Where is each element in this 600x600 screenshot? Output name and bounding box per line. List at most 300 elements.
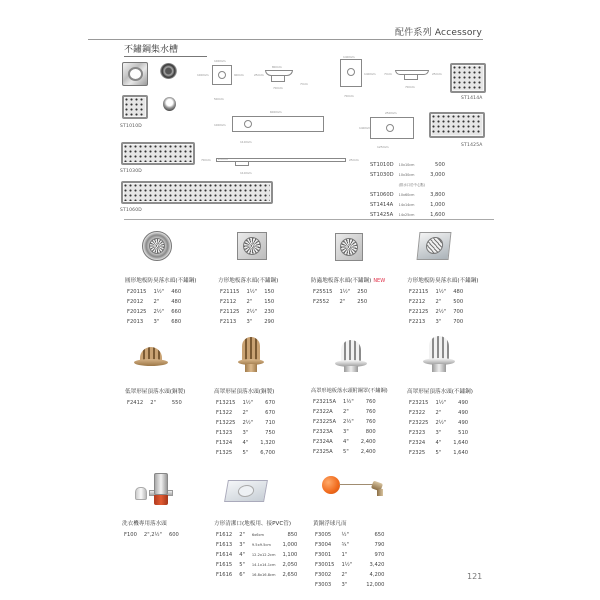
round-floor-drain-photo xyxy=(142,231,172,261)
spec-size: 10x60cm xyxy=(398,193,415,197)
table-row xyxy=(127,288,181,296)
model-code: F20125 xyxy=(127,309,147,315)
side-view-outlet xyxy=(235,162,249,166)
size: 3" xyxy=(435,430,442,436)
model-code: F3001 xyxy=(315,552,332,558)
dimension: 6x6cm xyxy=(251,533,265,537)
table-row xyxy=(124,531,179,539)
table-row xyxy=(216,449,275,457)
price: 1,320 xyxy=(260,440,276,446)
price: 2,050 xyxy=(282,562,298,568)
st1060d-grate-photo xyxy=(121,181,273,204)
side-view-outlet xyxy=(271,76,285,82)
dimension-drawing-10x10-top xyxy=(212,65,232,85)
price: 2,650 xyxy=(282,572,298,578)
st1060d-label: ST1060D xyxy=(120,208,142,213)
price: 750 xyxy=(265,430,276,436)
model-code: F13215 xyxy=(216,400,236,406)
model-code: F2113 xyxy=(220,319,237,325)
price: 760 xyxy=(365,409,376,415)
dimension: 16.8x16.8cm xyxy=(251,573,276,577)
size: 2" xyxy=(150,400,156,406)
price: 460 xyxy=(171,289,182,295)
spec-code xyxy=(370,181,397,189)
dim-label: 100mm xyxy=(197,73,209,77)
table-row xyxy=(315,531,384,539)
price: 1,640 xyxy=(453,440,469,446)
price: 670 xyxy=(265,410,276,416)
table-row xyxy=(313,288,367,296)
dim-label: 90mm xyxy=(234,73,244,77)
price: 250 xyxy=(357,299,368,305)
dim-label: 7mm xyxy=(384,72,392,76)
dimension: 12.2x12.2cm xyxy=(251,553,276,557)
model-code: F23225 xyxy=(409,420,429,426)
model-code: F1322 xyxy=(216,410,233,416)
model-code: F1612 xyxy=(216,532,233,538)
table-row xyxy=(370,171,448,179)
size: 6" xyxy=(239,572,245,578)
table-row xyxy=(220,318,274,326)
dim-label: 80mm xyxy=(272,65,282,69)
size: 4" xyxy=(435,440,442,446)
model-code: F2324 xyxy=(409,440,426,446)
dim-label: 70mm xyxy=(344,94,354,98)
model-code: F1613 xyxy=(216,542,233,548)
spec-size: 14x25cm xyxy=(398,213,415,217)
model-code: F3003 xyxy=(315,582,332,588)
table-row xyxy=(409,409,468,417)
table-row xyxy=(216,541,297,549)
price: 12,000 xyxy=(366,582,385,588)
table-row xyxy=(313,418,376,426)
table-row xyxy=(127,298,181,306)
spec-size: 10x10cm xyxy=(398,163,415,167)
size: 2" xyxy=(242,410,249,416)
size: 3" xyxy=(242,430,249,436)
spec-price: 1,000 xyxy=(430,202,445,208)
dim-label: 70mm xyxy=(273,86,283,90)
size: 1" xyxy=(341,552,348,558)
table-row xyxy=(315,571,384,579)
size: 1½" xyxy=(242,400,254,406)
size: 1½" xyxy=(435,289,447,295)
dim-label: 100mm xyxy=(214,59,226,63)
spec-code: ST1425A xyxy=(370,212,394,218)
price: 700 xyxy=(453,309,464,315)
table-row xyxy=(313,398,376,406)
table-row xyxy=(216,551,297,559)
size: 1½" xyxy=(153,289,165,295)
price-table xyxy=(407,397,470,459)
table-row xyxy=(313,428,376,436)
model-code: F1616 xyxy=(216,572,233,578)
table-row xyxy=(409,298,463,306)
st1030d-label: ST1030D xyxy=(120,169,142,174)
model-code: F2013 xyxy=(127,319,144,325)
price: 510 xyxy=(458,430,469,436)
table-row xyxy=(127,399,182,407)
new-badge: NEW xyxy=(373,278,386,284)
model-code: F23225A xyxy=(313,419,337,425)
size: 3" xyxy=(246,319,253,325)
price-table xyxy=(122,529,181,541)
spec-code: ST1030D xyxy=(370,172,394,178)
price-table xyxy=(125,397,184,409)
spec-code: ST1060D xyxy=(370,192,394,198)
square-cleanout-photo xyxy=(224,480,268,502)
price-table xyxy=(214,397,277,459)
size: 2",2½" xyxy=(143,532,162,538)
price: 2,400 xyxy=(360,439,376,445)
square-floor-drain-photo xyxy=(237,232,267,260)
st1010d-cup-photo xyxy=(163,97,176,111)
price: 490 xyxy=(458,420,469,426)
size: 2" xyxy=(153,299,160,305)
table-row xyxy=(409,318,463,326)
spec-price: 3,000 xyxy=(430,172,445,178)
st1010d-trap-photo xyxy=(160,63,177,79)
table-row xyxy=(315,581,384,589)
price: 1,640 xyxy=(453,450,469,456)
size: 3" xyxy=(341,582,348,588)
price: 760 xyxy=(365,419,376,425)
dim-label: 25mm xyxy=(432,72,442,76)
model-code: F2213 xyxy=(409,319,426,325)
table-row xyxy=(370,181,448,189)
price: 250 xyxy=(357,289,368,295)
price: 660 xyxy=(171,309,182,315)
dimension-drawing-10x60-top xyxy=(232,116,324,132)
model-code: F30015 xyxy=(315,562,335,568)
price: 680 xyxy=(171,319,182,325)
price-table xyxy=(311,286,369,308)
product-block xyxy=(214,519,299,581)
table-row xyxy=(216,419,275,427)
product-block xyxy=(122,519,181,541)
price: 2,400 xyxy=(360,449,376,455)
section-title: 不鏽鋼集水槽 xyxy=(124,42,207,57)
table-row xyxy=(127,318,181,326)
st1425a-grate-photo xyxy=(429,112,485,138)
spec-note: (排水口於中心點) xyxy=(398,183,426,187)
table-row xyxy=(409,439,468,447)
model-code: F20115 xyxy=(127,289,147,295)
size: 2" xyxy=(239,532,245,538)
size: 4" xyxy=(239,552,245,558)
dimension: 9.5x9.5cm xyxy=(251,543,271,547)
product-title: 高罩形屋頂落水頭(銅製) xyxy=(214,389,275,395)
model-code: F3002 xyxy=(315,572,332,578)
price: 1,000 xyxy=(282,542,298,548)
st1010d-label: ST1010D xyxy=(120,124,142,129)
product-title: 方形清潔口(地板用、接PVC管) xyxy=(214,521,292,527)
brass-float-valve-photo xyxy=(322,476,387,500)
table-row xyxy=(370,191,448,199)
product-block xyxy=(407,276,479,328)
dim-label: 7mm xyxy=(300,82,308,86)
size: 2½" xyxy=(435,420,447,426)
price: 150 xyxy=(264,299,275,305)
product-title-row xyxy=(311,276,385,284)
channel-drain-spec-table xyxy=(368,159,450,221)
product-block xyxy=(125,276,197,328)
price: 600 xyxy=(168,532,179,538)
price: 500 xyxy=(453,299,464,305)
page-number: 121 xyxy=(467,572,483,581)
insect-proof-drain-photo xyxy=(335,233,363,261)
size: 5" xyxy=(435,450,442,456)
size: 4" xyxy=(343,439,349,445)
table-row xyxy=(409,449,468,457)
size: 2" xyxy=(339,299,346,305)
table-row xyxy=(313,448,376,456)
product-title: 高罩形屋頂落水頭(不鏽鋼) xyxy=(407,389,473,395)
model-code: F2322A xyxy=(313,409,333,415)
size: 1½" xyxy=(339,289,351,295)
size: 2½" xyxy=(343,419,354,425)
st1414a-label: ST1414A xyxy=(461,96,483,101)
table-row xyxy=(220,298,274,306)
table-row xyxy=(127,308,181,316)
size: 1½" xyxy=(246,289,258,295)
table-row xyxy=(216,571,297,579)
dim-label: 100mm xyxy=(214,123,226,127)
dim-label: 600mm xyxy=(270,110,282,114)
table-row xyxy=(313,438,376,446)
st1030d-grate-photo xyxy=(121,142,195,165)
table-row xyxy=(409,288,463,296)
price: 490 xyxy=(458,400,469,406)
price: 650 xyxy=(374,532,385,538)
table-row xyxy=(315,561,384,569)
model-code: F2112 xyxy=(220,299,237,305)
square-anti-odor-drain-photo xyxy=(417,232,452,260)
product-title: 防蟲地板落水頭(不鏽鋼) xyxy=(311,278,372,284)
price: 800 xyxy=(365,429,376,435)
model-code: F22125 xyxy=(409,309,429,315)
spec-size: 14x14cm xyxy=(398,203,415,207)
price: 150 xyxy=(264,289,275,295)
table-row xyxy=(370,161,448,169)
price: 790 xyxy=(374,542,385,548)
size: 1½" xyxy=(343,399,354,405)
price: 290 xyxy=(264,319,275,325)
size: 2½" xyxy=(246,309,258,315)
model-code: F1323 xyxy=(216,430,233,436)
price: 480 xyxy=(453,289,464,295)
dim-label: 50mm xyxy=(214,97,224,101)
dim-label: 250mm xyxy=(385,111,397,115)
price: 700 xyxy=(453,319,464,325)
price: 670 xyxy=(265,400,276,406)
model-code: F23215A xyxy=(313,399,337,405)
low-dome-brass-drain-photo xyxy=(134,347,168,367)
size: 2" xyxy=(343,409,349,415)
model-code: F2325A xyxy=(313,449,333,455)
model-code: F2325 xyxy=(409,450,426,456)
price: 710 xyxy=(265,420,276,426)
table-row xyxy=(220,308,274,316)
model-code: F22115 xyxy=(409,289,429,295)
side-view-outlet xyxy=(404,75,418,80)
size: 2" xyxy=(246,299,253,305)
price: 230 xyxy=(264,309,275,315)
price: 4,200 xyxy=(369,572,385,578)
model-code: F3005 xyxy=(315,532,332,538)
size: 3" xyxy=(153,319,160,325)
dim-label: 125mm xyxy=(377,145,389,149)
price: 850 xyxy=(287,532,298,538)
table-row xyxy=(315,541,384,549)
table-row xyxy=(409,399,468,407)
table-row xyxy=(370,201,448,209)
price: 550 xyxy=(171,400,182,406)
table-row xyxy=(216,399,275,407)
model-code: F1325 xyxy=(216,450,233,456)
dim-label: 110mm xyxy=(240,171,252,175)
st1414a-grate-photo xyxy=(450,63,486,93)
product-block xyxy=(125,387,185,409)
spec-price: 1,600 xyxy=(430,212,445,218)
model-code: F21125 xyxy=(220,309,240,315)
model-code: F2552 xyxy=(313,299,330,305)
model-code: F2323A xyxy=(313,429,333,435)
size: 2½" xyxy=(153,309,165,315)
model-code: F2322 xyxy=(409,410,426,416)
model-code: F1614 xyxy=(216,552,233,558)
price: 1,100 xyxy=(282,552,298,558)
size: 3" xyxy=(435,319,442,325)
model-code: F21115 xyxy=(220,289,240,295)
price: 480 xyxy=(171,299,182,305)
size: 2" xyxy=(435,410,442,416)
st1010d-frame-photo xyxy=(122,62,148,86)
table-row xyxy=(216,429,275,437)
dim-label: 140mm xyxy=(364,72,376,76)
page-header-title: 配件系列 Accessory xyxy=(394,28,482,38)
size: 2½" xyxy=(242,420,254,426)
price-table xyxy=(311,396,378,458)
st1010d-grate-photo xyxy=(122,95,148,119)
size: 3" xyxy=(239,542,245,548)
high-dome-roof-drain-steel-photo xyxy=(423,336,455,372)
header-divider xyxy=(88,39,483,40)
product-block xyxy=(311,387,388,458)
product-title: 低罩形屋頂落水頭(銅製) xyxy=(125,389,186,395)
size: 5" xyxy=(239,562,245,568)
table-row xyxy=(409,419,468,427)
product-title: 圓形地板防臭落水頭(不鏽鋼) xyxy=(125,278,197,284)
model-code: F2324A xyxy=(313,439,333,445)
high-dome-floor-drain-with-cover-photo xyxy=(335,340,367,372)
product-block xyxy=(407,387,473,459)
spec-size: 10x30cm xyxy=(398,173,415,177)
product-title: 黃銅浮球凡而 xyxy=(313,521,347,527)
dim-label: 25mm xyxy=(349,158,359,162)
price: 760 xyxy=(365,399,376,405)
dim-label: 140mm xyxy=(343,55,355,59)
spec-price: 500 xyxy=(435,162,445,168)
spec-code: ST1414A xyxy=(370,202,394,208)
size: 2" xyxy=(435,299,442,305)
model-code: F3004 xyxy=(315,542,332,548)
table-row xyxy=(220,288,274,296)
model-code: F13225 xyxy=(216,420,236,426)
size: 3" xyxy=(343,429,349,435)
model-code: F2412 xyxy=(127,400,144,406)
dim-label: 25mm xyxy=(218,157,228,161)
table-row xyxy=(313,408,376,416)
st1425a-label: ST1425A xyxy=(461,143,483,148)
price-table xyxy=(407,286,465,328)
price-table xyxy=(218,286,276,328)
product-title: 高罩形地板落水頭附鋼罩(不鏽鋼) xyxy=(311,388,388,394)
dim-label: 25mm xyxy=(254,73,264,77)
price: 3,420 xyxy=(369,562,385,568)
table-row xyxy=(216,439,275,447)
model-code: F1615 xyxy=(216,562,233,568)
size: 4" xyxy=(242,440,249,446)
product-title: 洗衣機專用落水頭 xyxy=(122,521,167,527)
product-title: 方形地板落水頭(不鏽鋼) xyxy=(218,278,279,284)
size: 2½" xyxy=(435,309,447,315)
table-row xyxy=(216,409,275,417)
model-code: F25515 xyxy=(313,289,333,295)
price-table xyxy=(214,529,299,581)
model-code: F2323 xyxy=(409,430,426,436)
dimension-drawing-14x25-top xyxy=(370,117,414,139)
product-block xyxy=(218,276,278,328)
size: 1½" xyxy=(341,562,353,568)
table-row xyxy=(315,551,384,559)
size: 5" xyxy=(242,450,249,456)
dimension: 14.1x14.1cm xyxy=(251,563,276,567)
size: 2" xyxy=(341,572,348,578)
price-table xyxy=(125,286,183,328)
table-row xyxy=(216,531,297,539)
size: ½" xyxy=(341,532,349,538)
table-row xyxy=(370,211,448,219)
model-code: F2012 xyxy=(127,299,144,305)
price: 6,700 xyxy=(260,450,276,456)
dim-label: 140mm xyxy=(359,126,371,130)
spec-price: 3,800 xyxy=(430,192,445,198)
price-table xyxy=(313,529,386,591)
spec-price xyxy=(430,181,448,189)
price: 490 xyxy=(458,410,469,416)
dim-label: 70mm xyxy=(201,158,211,162)
product-block xyxy=(311,276,385,308)
dimension-drawing-14x14-top xyxy=(340,59,362,87)
model-code: F1324 xyxy=(216,440,233,446)
spec-code: ST1010D xyxy=(370,162,394,168)
size: 1½" xyxy=(435,400,447,406)
dim-label: 70mm xyxy=(405,85,415,89)
table-row xyxy=(409,308,463,316)
dim-label: 110mm xyxy=(240,140,252,144)
washing-machine-drain-photo xyxy=(135,473,180,507)
size: 5" xyxy=(343,449,349,455)
high-dome-brass-drain-photo xyxy=(238,337,264,373)
model-code: F23215 xyxy=(409,400,429,406)
table-row xyxy=(409,429,468,437)
model-code: F2212 xyxy=(409,299,426,305)
table-row xyxy=(313,298,367,306)
product-block xyxy=(313,519,386,591)
model-code: F100 xyxy=(124,532,137,538)
size: ¾" xyxy=(341,542,349,548)
